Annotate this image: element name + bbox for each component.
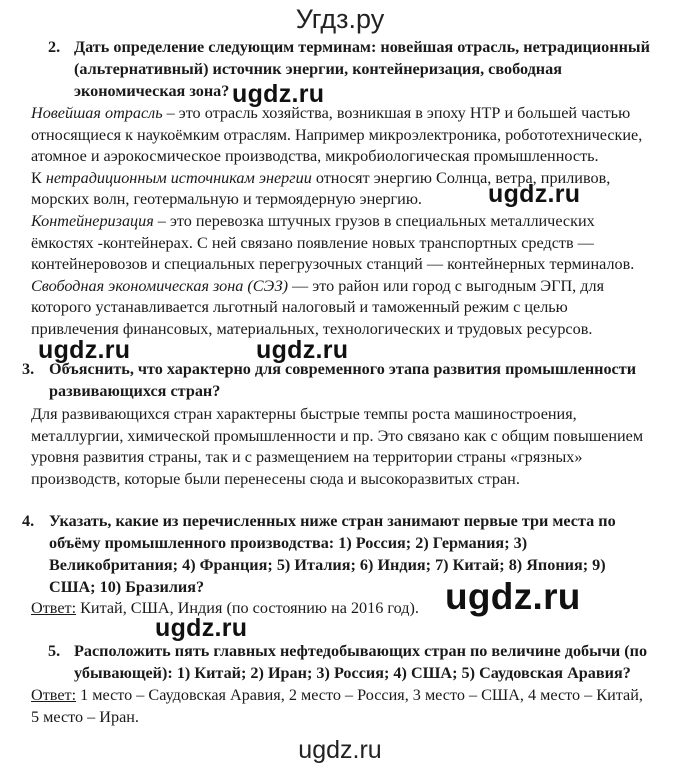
answer-line: атомное и аэрокосмическое производства, микробиологическая промышленность. [31, 147, 599, 166]
question-2-title-line: Дать определение следующим терминам: новейшая отрасль, нетрадиционный [74, 38, 650, 56]
answer-label: Ответ: [31, 686, 77, 704]
answer-label: Ответ: [31, 599, 77, 617]
watermark: ugdz.ru [232, 80, 325, 108]
question-5-answer [31, 685, 643, 728]
answer-line: контейнеровозов и специальных перегрузочных станций — контейнерных терминалов. [31, 255, 635, 274]
answer-line: относящиеся к наукоёмким отраслям. Например микроэлектроника, робототехнические, [31, 125, 643, 144]
answer-line: уровня развития страны, так и с размещением на территории страны «грязных» [31, 448, 583, 467]
watermark: ugdz.ru [155, 614, 248, 642]
question-3-number: 3. [22, 360, 35, 378]
answer-line: ёмкостях -контейнерах. С ней связано появление новых транспортных средств — [31, 233, 594, 252]
answer-line: металлургии, химической промышленности и пр. Это связано как с общим повышением [31, 426, 644, 445]
watermark: ugdz.ru [445, 576, 581, 617]
question-5-number: 5. [48, 642, 61, 660]
answer-line: Свободная экономическая зона (СЭЗ) — это район или город с выгодным ЭГП, для [31, 276, 605, 295]
watermark: ugdz.ru [38, 336, 131, 364]
question-5-title-line: Расположить пять главных нефтедобывающих стран по величине добычи (по [74, 642, 648, 660]
question-3-title-line: развивающихся стран? [49, 382, 221, 400]
question-5-title-line: убывающей): 1) Китай; 2) Иран; 3) Россия; 4) США; 5) Саудовская Аравия? [74, 664, 631, 682]
question-2-title [74, 36, 650, 102]
question-3-answer [31, 404, 643, 490]
question-3-title-line: Объяснить, что характерно для современного этапа развития промышленности [49, 360, 637, 378]
answer-line: производств, которые были перенесены сюда и высокоразвитых стран. [31, 469, 520, 488]
answer-line: Ответ: 1 место – Саудовская Аравия, 2 место – Россия, 3 место – США, 4 место – Китай, [31, 686, 643, 704]
question-4-answer: Ответ: Китай, США, Индия (по состоянию на 2016 год). [31, 599, 419, 617]
question-4-title-line: объёму промышленного производства: 1) Россия; 2) Германия; 3) [49, 534, 528, 552]
question-4-title-line: Указать, какие из перечисленных ниже стран занимают первые три места по [49, 512, 616, 530]
answer-line: морских волн, геотермальную и термоядерную энергию. [31, 190, 422, 209]
answer-line: Новейшая отрасль – это отрасль хозяйства, возникшая в эпоху НТР и большей частью [31, 104, 631, 122]
answer-line: 5 место – Иран. [31, 707, 139, 726]
watermark: ugdz.ru [298, 736, 382, 764]
question-2-number: 2. [48, 38, 61, 56]
term-alt-energy: нетрадиционным источникам энергии [45, 168, 312, 187]
answer-line: которого устанавливается льготный налоговый и таможенный режим с целью [31, 298, 568, 317]
answer-line: К нетрадиционным источникам энергии относят энергию Солнца, ветра, приливов, [31, 168, 611, 187]
watermark: ugdz.ru [488, 180, 581, 208]
term-free-economic-zone: Свободная экономическая зона (СЭЗ) [31, 276, 288, 295]
question-3-title [49, 358, 636, 402]
watermark: ugdz.ru [256, 336, 349, 364]
term-containerization: Контейнеризация [31, 211, 154, 230]
question-2-title-line: экономическая зона? [74, 82, 230, 100]
question-5-title [74, 640, 647, 684]
answer-line: Контейнеризация – это перевозка штучных грузов в специальных металлических [31, 211, 595, 230]
term-newest-industry: Новейшая отрасль [31, 104, 163, 122]
question-2-title-line: (альтернативный) источник энергии, контейнеризация, свободная [74, 60, 562, 78]
question-4-number: 4. [22, 512, 35, 530]
answer-line: привлечения финансовых, материальных, технологических и трудовых ресурсов. [31, 319, 593, 338]
site-title: Угдз.ру [295, 4, 385, 34]
question-2-answer [31, 103, 642, 341]
answer-line: Для развивающихся стран характерны быстрые темпы роста машиностроения, [31, 405, 577, 423]
question-4-title-line: Великобритания; 4) Франция; 5) Италия; 6) Индия; 7) Китай; 8) Япония; 9) [49, 556, 606, 574]
question-4-title-line: США; 10) Бразилия? [49, 578, 205, 596]
